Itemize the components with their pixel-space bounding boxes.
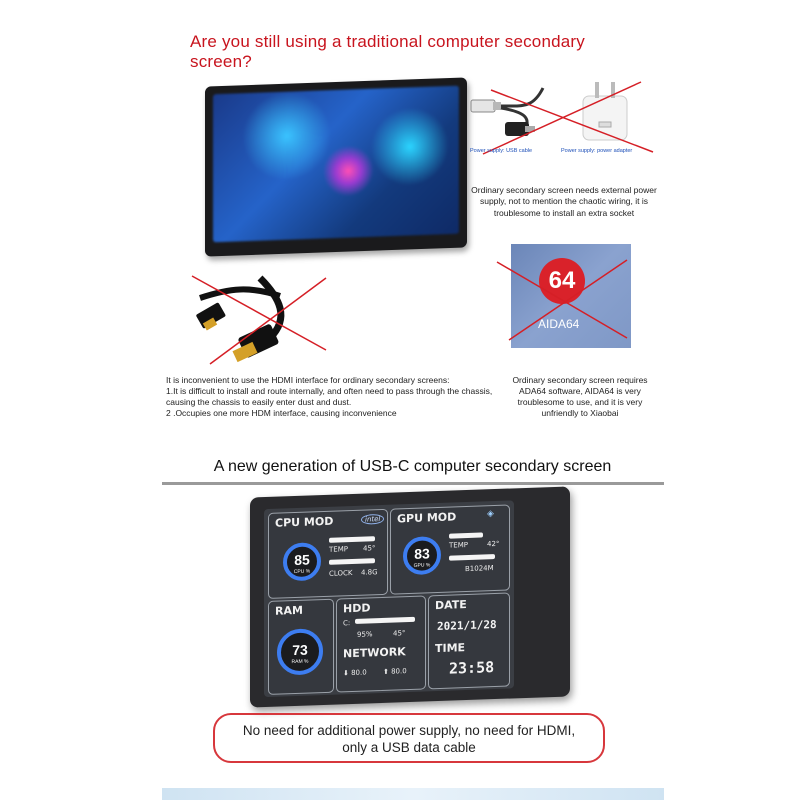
cpu-clock-bar [329,558,375,565]
network-download: ⬇ 80.0 [343,668,367,678]
cross-line [491,90,653,152]
gpu-value: 83 [414,545,430,562]
aida64-badge-icon: 64 [539,258,585,304]
cpu-title: CPU MOD [275,514,334,530]
hdd-temp: 45° [393,629,406,638]
footer-strip [162,788,664,800]
power-label-cable: Power supply: USB cable [470,148,533,154]
hdmi-caption-line1: It is inconvenient to use the HDMI interface for ordinary secondary screens: [166,375,450,385]
date-title: DATE [435,598,467,613]
section-divider [162,482,664,485]
cpu-temp-bar [329,536,375,543]
power-supply-crossed-image [463,78,663,156]
aida64-cross [495,258,630,342]
cpu-gauge [283,542,321,581]
cpu-clock-value: 4.8G [361,568,378,577]
gpu-panel [390,505,510,595]
note-line1: No need for additional power supply, no need for HDMI, [242,723,576,738]
cpu-clock-label: CLOCK [329,569,353,578]
date-time-panel [428,593,510,690]
aida64-label: AIDA64 [538,317,580,331]
ram-unit: RAM % [291,658,309,666]
gpu-title: GPU MOD [397,510,457,526]
hdmi-caption-line2: 1.It is difficult to install and route internally, and often need to pass through the chassis, causing the chassis to easily enter dust and dust. [166,386,493,408]
ram-panel [268,599,334,695]
hdd-title: HDD [343,601,371,616]
network-title: NETWORK [343,645,406,661]
device-display [264,500,514,697]
power-caption: Ordinary secondary screen needs external power supply, not to mention the chaotic wiring, it is troublesome to install an extra socket [471,185,657,218]
usb-cable-icon [471,88,543,136]
cpu-unit: CPU % [293,568,311,576]
note-line2: only a USB data cable [342,740,476,755]
top-title: Are you still using a traditional computer secondary screen? [190,32,585,71]
gpu-mem-value: B1024M [465,564,494,574]
blurred-screen [213,86,459,243]
gpu-temp-label: TEMP [449,540,468,550]
rog-logo-icon: ◈ [487,509,494,520]
cpu-panel [268,509,388,599]
hdmi-caption-line3: 2 .Occupies one more HDM interface, causing inconvenience [166,408,397,419]
ram-title: RAM [275,603,303,618]
hdd-network-panel [336,595,426,692]
aida64-caption: Ordinary secondary screen requires ADA64 software, AIDA64 is very troublesome to use, and it is very unfriendly to Xiaobai [512,375,648,419]
usb-c-secondary-screen [250,486,570,707]
hdmi-caption [166,375,496,419]
cpu-value: 85 [294,551,310,569]
gpu-temp-bar [449,532,483,538]
ram-value: 73 [292,641,308,659]
middle-title: A new generation of USB-C computer secondary screen [213,458,612,475]
hdmi-cable-crossed-image [190,268,330,368]
time-title: TIME [435,641,466,656]
intel-logo-icon: intel [361,514,384,525]
gpu-unit: GPU % [413,562,431,569]
cpu-temp-label: TEMP [329,545,348,554]
benefit-note-box [213,713,605,763]
gpu-gauge [403,536,441,575]
gpu-temp-value: 42° [487,539,500,549]
hdd-usage-bar [355,617,415,624]
hdd-drive: C: [343,619,351,628]
ram-gauge [277,628,323,676]
network-upload: ⬆ 80.0 [383,667,407,676]
power-label-adapter: Power supply: power adapter [561,148,633,154]
time-value: 23:58 [449,658,495,678]
cpu-temp-value: 45° [363,544,376,553]
date-value: 2021/1/28 [437,617,497,634]
hdd-percent: 95% [357,630,373,639]
traditional-monitor-image [205,77,467,256]
gpu-mem-bar [449,554,495,561]
